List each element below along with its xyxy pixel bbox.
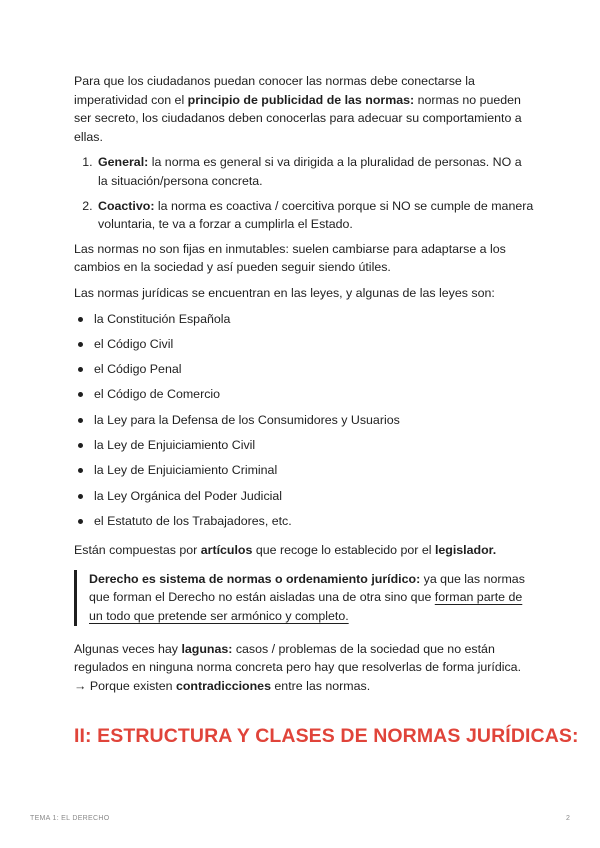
laws-list [74, 310, 534, 538]
definition-quote: Derecho es sistema de normas o ordenamiento jurídico: ya que las normas que forman el Derecho no están aisladas una de otra sino que forman parte de un todo que pretende ser armónico y completo. [74, 570, 534, 626]
page-number: 2 [566, 815, 570, 822]
bullet-icon [78, 468, 83, 473]
page-content [74, 72, 534, 702]
bullet-icon [78, 418, 83, 423]
list-item: la Ley Orgánica del Poder Judicial [94, 487, 534, 512]
list-item: la Ley de Enjuiciamiento Criminal [94, 461, 534, 486]
bullet-icon [78, 443, 83, 448]
gaps-paragraph: Algunas veces hay lagunas: casos / problemas de la sociedad que no están regulados en ninguna norma concreta pero hay que resolverlas de forma jurídica. → Porque existen contradicciones entre las normas. [74, 641, 522, 693]
bullet-icon [78, 494, 83, 499]
bullet-icon [78, 342, 83, 347]
bullet-icon [78, 367, 83, 372]
changes-paragraph: Las normas no son fijas en inmutables: suelen cambiarse para adaptarse a los cambios en la sociedad y así pueden seguir siendo útiles. [74, 241, 506, 275]
bullet-icon [78, 519, 83, 524]
list-item: el Código de Comercio [94, 385, 534, 410]
bullet-icon [78, 317, 83, 322]
list-item-general: 1. General: la norma es general si va dirigida a la pluralidad de personas. NO a la situación/persona concreta. [96, 153, 534, 190]
articles-paragraph: Están compuestas por artículos que recoge lo establecido por el legislador. [74, 543, 497, 558]
list-item: el Código Penal [94, 360, 534, 385]
section-heading: II: ESTRUCTURA Y CLASES DE NORMAS JURÍDICAS: [74, 725, 579, 747]
list-item: el Estatuto de los Trabajadores, etc. [94, 512, 534, 537]
list-item: la Ley para la Defensa de los Consumidores y Usuarios [94, 411, 534, 436]
laws-intro-paragraph: Las normas jurídicas se encuentran en las leyes, y algunas de las leyes son: [74, 285, 495, 300]
characteristics-list [74, 153, 534, 233]
footer-title: TEMA 1: EL DERECHO [30, 815, 110, 822]
list-item: la Constitución Española [94, 310, 534, 335]
list-item-coactivo: 2. Coactivo: la norma es coactiva / coercitiva porque si NO se cumple de manera voluntaria, te va a forzar a cumplirla el Estado. [96, 197, 534, 234]
intro-paragraph: Para que los ciudadanos puedan conocer las normas debe conectarse la imperatividad con el principio de publicidad de las normas: normas no pueden ser secreto, los ciudadanos deben conocerlas para adecuar su comportamiento a ellas. [74, 74, 522, 144]
bullet-icon [78, 392, 83, 397]
list-item: la Ley de Enjuiciamiento Civil [94, 436, 534, 461]
list-item: el Código Civil [94, 335, 534, 360]
